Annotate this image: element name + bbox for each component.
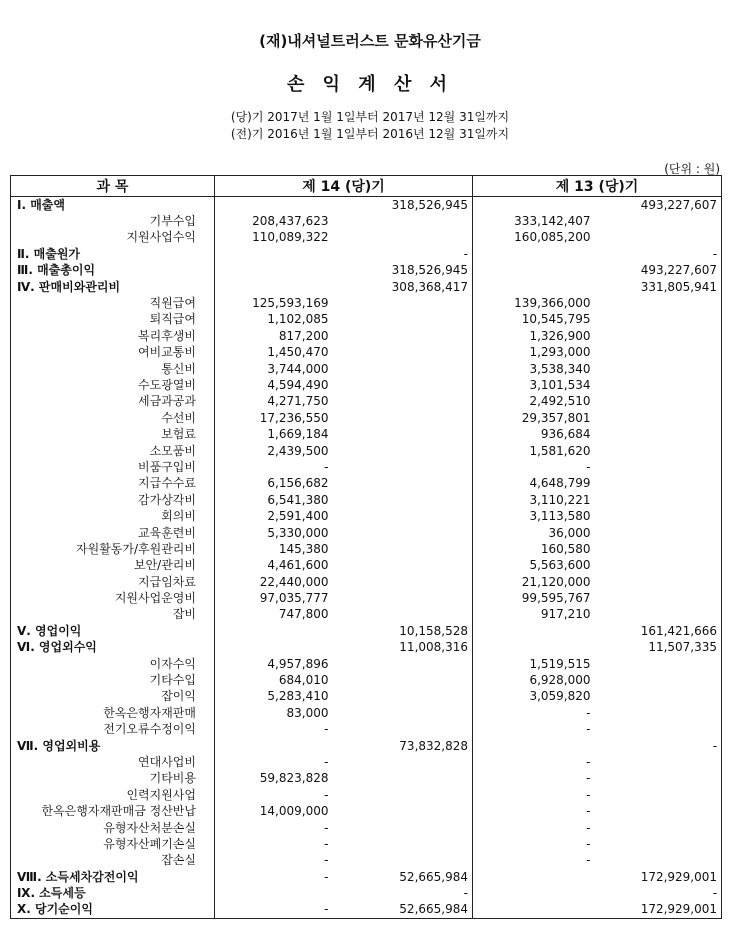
current-total-amount xyxy=(333,443,473,459)
row-label: 지원사업수익 xyxy=(11,230,215,246)
row-label: 비품구입비 xyxy=(11,459,215,475)
table-row xyxy=(11,377,722,393)
row-label: Ⅷ. 소득세차감전이익 xyxy=(11,869,215,885)
section-row xyxy=(11,885,722,901)
current-detail-amount: 684,010 xyxy=(278,673,329,688)
current-total-amount xyxy=(333,836,473,852)
table-row xyxy=(11,656,722,672)
current-total-amount xyxy=(333,492,473,508)
prior-total-amount xyxy=(595,459,722,475)
current-total-amount xyxy=(333,558,473,574)
prior-total-amount xyxy=(595,361,722,377)
table-row xyxy=(11,590,722,606)
prior-detail-amount: 5,563,600 xyxy=(529,558,591,573)
table-row xyxy=(11,394,722,410)
organization-name: (재)내셔널트러스트 문화유산기금 xyxy=(259,32,481,50)
row-label: 유형자산폐기손실 xyxy=(11,836,215,852)
prior-total-amount xyxy=(595,295,722,311)
prior-detail-amount: 3,113,580 xyxy=(529,509,591,524)
row-label: Ⅰ. 매출액 xyxy=(11,197,215,214)
prior-total-amount xyxy=(595,476,722,492)
current-detail-amount: - xyxy=(324,869,329,884)
prior-total-amount xyxy=(595,443,722,459)
table-row xyxy=(11,574,722,590)
table-row xyxy=(11,689,722,705)
row-label: 지급수수료 xyxy=(11,476,215,492)
current-total-amount xyxy=(333,459,473,475)
table-row xyxy=(11,853,722,869)
table-row xyxy=(11,558,722,574)
current-detail-amount: 6,156,682 xyxy=(267,476,329,491)
prior-total-amount xyxy=(595,345,722,361)
current-total-amount xyxy=(333,345,473,361)
current-detail-amount: 817,200 xyxy=(278,328,329,343)
prior-detail-amount: 10,545,795 xyxy=(521,312,591,327)
prior-total-amount: 172,929,001 xyxy=(595,902,722,919)
table-body xyxy=(11,197,722,919)
current-detail-amount: 4,594,490 xyxy=(267,377,329,392)
current-total-amount: 318,526,945 xyxy=(333,197,473,214)
current-detail-amount xyxy=(215,279,333,295)
prior-total-amount xyxy=(595,722,722,738)
prior-detail-amount xyxy=(473,738,595,754)
prior-total-amount: - xyxy=(595,885,722,901)
prior-total-amount xyxy=(595,574,722,590)
prior-detail-amount: 3,110,221 xyxy=(529,492,591,507)
prior-total-amount xyxy=(595,787,722,803)
current-total-amount: 52,665,984 xyxy=(333,902,473,919)
prior-detail-amount: - xyxy=(586,820,591,835)
row-label: 한옥은행자재판매금 정산반납 xyxy=(11,803,215,819)
current-total-amount xyxy=(333,754,473,770)
table-row xyxy=(11,722,722,738)
prior-detail-amount: 1,581,620 xyxy=(529,443,591,458)
table-row xyxy=(11,361,722,377)
income-statement-table xyxy=(10,175,722,919)
prior-detail-amount: 3,101,534 xyxy=(529,377,591,392)
row-label: 퇴직급여 xyxy=(11,312,215,328)
row-label: 지급임차료 xyxy=(11,574,215,590)
table-row xyxy=(11,476,722,492)
prior-detail-amount: - xyxy=(586,787,591,802)
current-total-amount xyxy=(333,525,473,541)
row-label: Ⅹ. 당기순이익 xyxy=(11,902,215,919)
prior-total-amount xyxy=(595,394,722,410)
prior-total-amount xyxy=(595,426,722,442)
current-total-amount xyxy=(333,394,473,410)
current-detail-amount: 1,450,470 xyxy=(267,345,329,360)
current-total-amount xyxy=(333,328,473,344)
prior-detail-amount: 2,492,510 xyxy=(529,394,591,409)
prior-total-amount xyxy=(595,771,722,787)
table-row xyxy=(11,672,722,688)
row-label: 세금과공과 xyxy=(11,394,215,410)
prior-detail-amount: 1,519,515 xyxy=(529,656,591,671)
current-detail-amount: - xyxy=(324,787,329,802)
prior-detail-amount: - xyxy=(586,459,591,474)
current-detail-amount: 14,009,000 xyxy=(259,804,329,819)
prior-total-amount xyxy=(595,377,722,393)
table-row xyxy=(11,525,722,541)
current-total-amount xyxy=(333,590,473,606)
current-total-amount xyxy=(333,295,473,311)
prior-detail-amount: 936,684 xyxy=(540,427,591,442)
row-label: 통신비 xyxy=(11,361,215,377)
table-row xyxy=(11,508,722,524)
prior-detail-amount: 3,059,820 xyxy=(529,689,591,704)
current-total-amount: 10,158,528 xyxy=(333,623,473,639)
current-total-amount xyxy=(333,803,473,819)
row-label: 여비교통비 xyxy=(11,345,215,361)
prior-detail-amount: 36,000 xyxy=(548,525,591,540)
prior-total-amount xyxy=(595,590,722,606)
row-label: 교육훈련비 xyxy=(11,525,215,541)
row-label: 연대사업비 xyxy=(11,754,215,770)
prior-total-amount xyxy=(595,410,722,426)
current-total-amount xyxy=(333,230,473,246)
current-total-amount: - xyxy=(333,246,473,262)
current-detail-amount xyxy=(215,738,333,754)
current-detail-amount: 4,271,750 xyxy=(267,394,329,409)
current-detail-amount xyxy=(215,197,333,214)
current-detail-amount: 1,669,184 xyxy=(267,427,329,442)
row-label: 보안/관리비 xyxy=(11,558,215,574)
current-detail-amount xyxy=(215,640,333,656)
prior-detail-amount: - xyxy=(586,771,591,786)
current-detail-amount xyxy=(215,885,333,901)
table-row xyxy=(11,328,722,344)
prior-detail-amount xyxy=(473,640,595,656)
prior-detail-amount: 29,357,801 xyxy=(521,410,591,425)
row-label: 인력지원사업 xyxy=(11,787,215,803)
prior-total-amount: 172,929,001 xyxy=(595,869,722,885)
prior-detail-amount: 3,538,340 xyxy=(529,361,591,376)
row-label: 유형자산처분손실 xyxy=(11,820,215,836)
prior-total-amount xyxy=(595,754,722,770)
row-label: 지원사업운영비 xyxy=(11,590,215,606)
current-total-amount xyxy=(333,508,473,524)
row-label: Ⅶ. 영업외비용 xyxy=(11,738,215,754)
current-total-amount xyxy=(333,426,473,442)
current-detail-amount: 5,330,000 xyxy=(267,525,329,540)
current-detail-amount xyxy=(215,263,333,279)
prior-detail-amount: 4,648,799 xyxy=(529,476,591,491)
current-total-amount xyxy=(333,656,473,672)
prior-total-amount xyxy=(595,328,722,344)
row-label: Ⅲ. 매출총이익 xyxy=(11,263,215,279)
row-label: Ⅳ. 판매비와관리비 xyxy=(11,279,215,295)
current-total-amount xyxy=(333,213,473,229)
prior-total-amount: 493,227,607 xyxy=(595,263,722,279)
current-total-amount xyxy=(333,361,473,377)
row-label: 감가상각비 xyxy=(11,492,215,508)
table-row xyxy=(11,312,722,328)
current-total-amount xyxy=(333,312,473,328)
row-label: 소모품비 xyxy=(11,443,215,459)
prior-total-amount xyxy=(595,541,722,557)
table-row xyxy=(11,459,722,475)
current-total-amount xyxy=(333,476,473,492)
prior-detail-amount xyxy=(473,263,595,279)
prior-detail-amount xyxy=(473,279,595,295)
prior-total-amount xyxy=(595,853,722,869)
prior-total-amount xyxy=(595,705,722,721)
prior-total-amount xyxy=(595,607,722,623)
prior-detail-amount xyxy=(473,623,595,639)
prior-total-amount xyxy=(595,803,722,819)
period-current: (당)기 2017년 1월 1일부터 2017년 12월 31일까지 xyxy=(230,110,510,124)
row-label: 수선비 xyxy=(11,410,215,426)
row-label: Ⅴ. 영업이익 xyxy=(11,623,215,639)
document-title: 손 익 계 산 서 xyxy=(286,74,453,95)
table-row xyxy=(11,541,722,557)
current-total-amount xyxy=(333,689,473,705)
current-total-amount xyxy=(333,672,473,688)
section-row xyxy=(11,263,722,279)
current-detail-amount: 125,593,169 xyxy=(252,296,329,311)
current-detail-amount xyxy=(215,246,333,262)
prior-total-amount xyxy=(595,213,722,229)
prior-detail-amount xyxy=(473,197,595,214)
prior-total-amount: 493,227,607 xyxy=(595,197,722,214)
table-row xyxy=(11,295,722,311)
row-label: Ⅸ. 소득세등 xyxy=(11,885,215,901)
section-row xyxy=(11,197,722,214)
row-label: 한옥은행자재판매 xyxy=(11,705,215,721)
column-header-item: 과 목 xyxy=(11,176,215,197)
prior-total-amount xyxy=(595,836,722,852)
prior-total-amount xyxy=(595,312,722,328)
current-total-amount xyxy=(333,607,473,623)
current-detail-amount: 1,102,085 xyxy=(267,312,329,327)
current-detail-amount: 59,823,828 xyxy=(259,771,329,786)
prior-total-amount xyxy=(595,230,722,246)
prior-total-amount xyxy=(595,656,722,672)
section-row xyxy=(11,869,722,885)
current-detail-amount: - xyxy=(215,902,333,919)
current-detail-amount: 4,461,600 xyxy=(267,558,329,573)
table-header-row xyxy=(11,176,722,197)
row-label: 보험료 xyxy=(11,426,215,442)
prior-total-amount: - xyxy=(595,246,722,262)
prior-total-amount xyxy=(595,525,722,541)
row-label: 이자수익 xyxy=(11,656,215,672)
current-detail-amount: 5,283,410 xyxy=(267,689,329,704)
current-detail-amount: 97,035,777 xyxy=(259,591,329,606)
row-label: 자원활동가/후원관리비 xyxy=(11,541,215,557)
section-row xyxy=(11,902,722,919)
current-total-amount xyxy=(333,410,473,426)
current-detail-amount: 17,236,550 xyxy=(259,410,329,425)
prior-total-amount xyxy=(595,558,722,574)
unit-label: (단위 : 원) xyxy=(664,162,720,176)
current-total-amount: - xyxy=(333,885,473,901)
prior-total-amount: - xyxy=(595,738,722,754)
current-detail-amount: 3,744,000 xyxy=(267,361,329,376)
row-label: 수도광열비 xyxy=(11,377,215,393)
prior-detail-amount xyxy=(473,902,595,919)
current-total-amount xyxy=(333,722,473,738)
prior-detail-amount: - xyxy=(586,722,591,737)
current-detail-amount xyxy=(215,623,333,639)
prior-detail-amount: 6,928,000 xyxy=(529,673,591,688)
row-label: 직원급여 xyxy=(11,295,215,311)
current-total-amount xyxy=(333,787,473,803)
prior-detail-amount: - xyxy=(586,836,591,851)
current-detail-amount: 22,440,000 xyxy=(259,574,329,589)
prior-detail-amount xyxy=(473,869,595,885)
section-row xyxy=(11,738,722,754)
row-label: 기부수입 xyxy=(11,213,215,229)
current-total-amount xyxy=(333,771,473,787)
row-label: 전기오류수정이익 xyxy=(11,722,215,738)
row-label: 잡비 xyxy=(11,607,215,623)
prior-total-amount: 11,507,335 xyxy=(595,640,722,656)
table-row xyxy=(11,426,722,442)
prior-detail-amount: 21,120,000 xyxy=(521,574,591,589)
column-header-current: 제 14 (당)기 xyxy=(215,176,473,197)
current-total-amount: 52,665,984 xyxy=(333,869,473,885)
prior-total-amount xyxy=(595,492,722,508)
current-detail-amount: 110,089,322 xyxy=(252,230,329,245)
section-row xyxy=(11,640,722,656)
current-total-amount: 73,832,828 xyxy=(333,738,473,754)
prior-total-amount: 331,805,941 xyxy=(595,279,722,295)
table-row xyxy=(11,771,722,787)
current-total-amount xyxy=(333,820,473,836)
current-detail-amount: - xyxy=(324,754,329,769)
row-label: Ⅱ. 매출원가 xyxy=(11,246,215,262)
row-label: 기타수입 xyxy=(11,672,215,688)
table-row xyxy=(11,607,722,623)
row-label: 잡이익 xyxy=(11,689,215,705)
period-prior: (전)기 2016년 1월 1일부터 2016년 12월 31일까지 xyxy=(230,127,510,141)
current-total-amount xyxy=(333,541,473,557)
section-row xyxy=(11,623,722,639)
prior-detail-amount: 139,366,000 xyxy=(514,296,591,311)
current-total-amount xyxy=(333,574,473,590)
current-detail-amount: 747,800 xyxy=(278,607,329,622)
prior-detail-amount: 917,210 xyxy=(540,607,591,622)
current-detail-amount: - xyxy=(324,820,329,835)
current-detail-amount: - xyxy=(324,853,329,868)
column-header-prior: 제 13 (당)기 xyxy=(473,176,722,197)
current-total-amount: 308,368,417 xyxy=(333,279,473,295)
current-total-amount xyxy=(333,377,473,393)
prior-detail-amount: - xyxy=(586,705,591,720)
row-label: 회의비 xyxy=(11,508,215,524)
prior-detail-amount: 99,595,767 xyxy=(521,591,591,606)
table-row xyxy=(11,410,722,426)
prior-total-amount xyxy=(595,689,722,705)
table-row xyxy=(11,836,722,852)
table-row xyxy=(11,820,722,836)
prior-total-amount xyxy=(595,820,722,836)
prior-detail-amount: 1,293,000 xyxy=(529,345,591,360)
prior-total-amount xyxy=(595,508,722,524)
current-detail-amount: 2,439,500 xyxy=(267,443,329,458)
row-label: Ⅵ. 영업외수익 xyxy=(11,640,215,656)
section-row xyxy=(11,279,722,295)
table-row xyxy=(11,230,722,246)
prior-detail-amount: 160,580 xyxy=(540,541,591,556)
prior-detail-amount xyxy=(473,885,595,901)
current-total-amount: 11,008,316 xyxy=(333,640,473,656)
row-label: 잡손실 xyxy=(11,853,215,869)
row-label: 복리후생비 xyxy=(11,328,215,344)
current-total-amount xyxy=(333,705,473,721)
prior-detail-amount: 160,085,200 xyxy=(514,230,591,245)
prior-detail-amount: - xyxy=(586,804,591,819)
current-detail-amount: - xyxy=(324,722,329,737)
current-total-amount: 318,526,945 xyxy=(333,263,473,279)
current-detail-amount: - xyxy=(324,836,329,851)
current-detail-amount: 208,437,623 xyxy=(252,214,329,229)
row-label: 기타비용 xyxy=(11,771,215,787)
prior-detail-amount: 333,142,407 xyxy=(514,214,591,229)
table-row xyxy=(11,213,722,229)
current-detail-amount: 2,591,400 xyxy=(267,509,329,524)
current-total-amount xyxy=(333,853,473,869)
current-detail-amount: 83,000 xyxy=(286,705,329,720)
prior-total-amount: 161,421,666 xyxy=(595,623,722,639)
table-row xyxy=(11,492,722,508)
current-detail-amount: 4,957,896 xyxy=(267,656,329,671)
prior-detail-amount: - xyxy=(586,754,591,769)
table-row xyxy=(11,345,722,361)
table-row xyxy=(11,443,722,459)
table-row xyxy=(11,803,722,819)
current-detail-amount: - xyxy=(324,459,329,474)
table-row xyxy=(11,787,722,803)
current-detail-amount: 145,380 xyxy=(278,541,329,556)
section-row xyxy=(11,246,722,262)
prior-detail-amount xyxy=(473,246,595,262)
current-detail-amount: 6,541,380 xyxy=(267,492,329,507)
prior-detail-amount: 1,326,900 xyxy=(529,328,591,343)
prior-total-amount xyxy=(595,672,722,688)
table-row xyxy=(11,705,722,721)
prior-detail-amount: - xyxy=(586,853,591,868)
table-row xyxy=(11,754,722,770)
